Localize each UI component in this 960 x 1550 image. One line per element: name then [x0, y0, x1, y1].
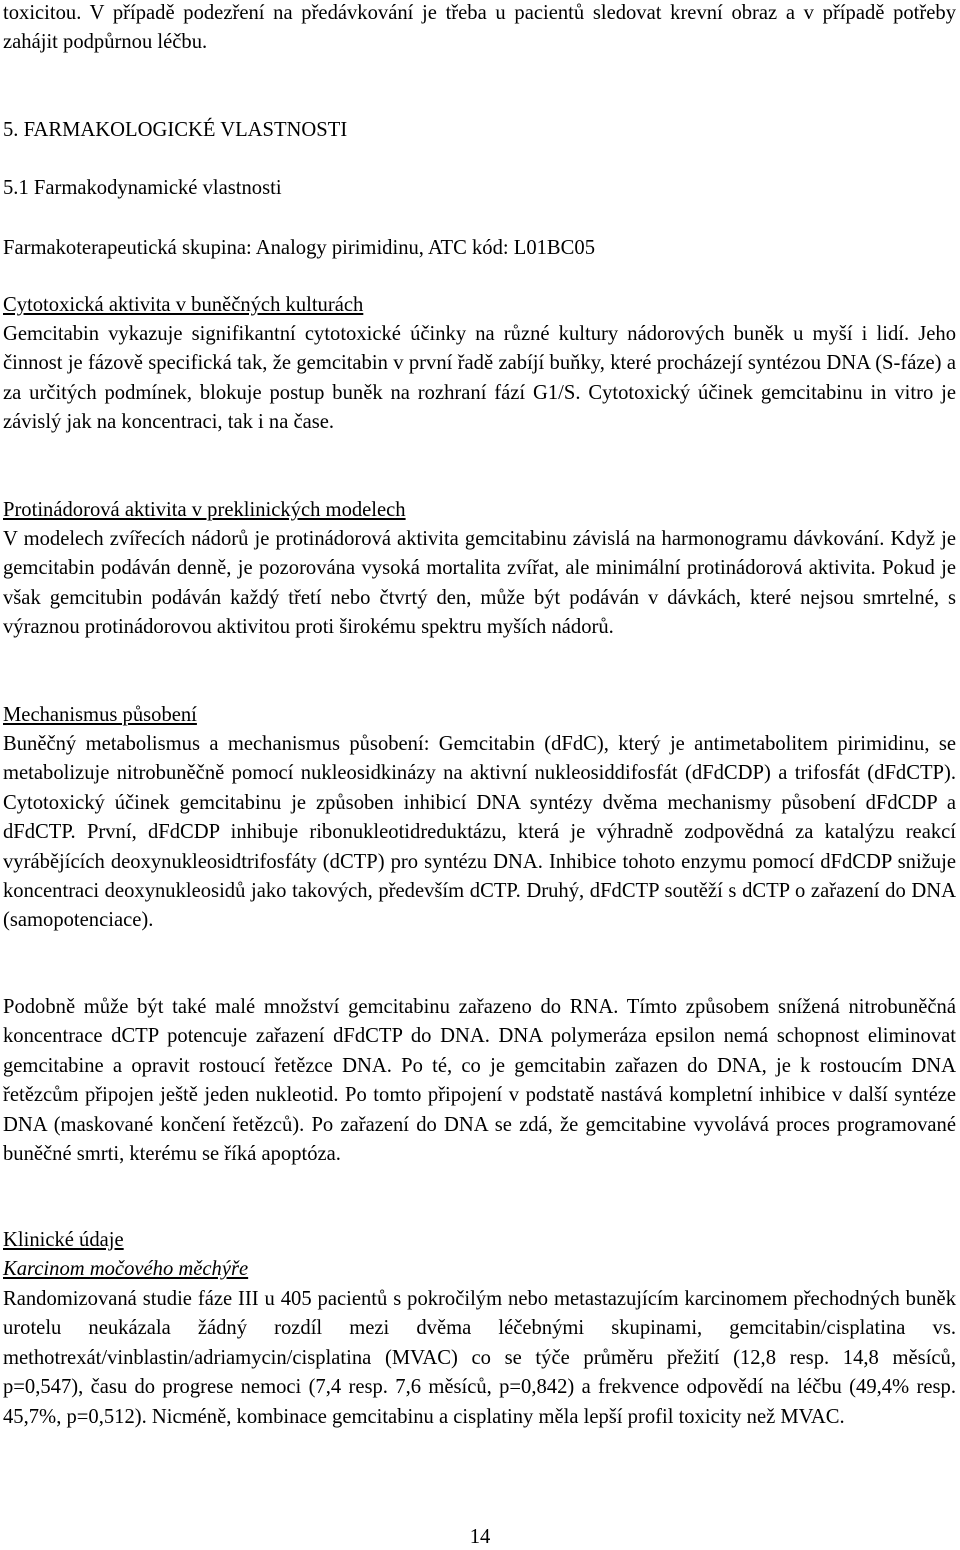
page-number: 14 [469, 1526, 491, 1548]
section-5-1-title: 5.1 Farmakodynamické vlastnosti [3, 177, 282, 199]
section-5-title: 5. FARMAKOLOGICKÉ VLASTNOSTI [3, 119, 348, 141]
antitumor-heading: Protinádorová aktivita v preklinických modelech [3, 499, 406, 521]
bladder-cancer-subheading: Karcinom močového měchýře [3, 1258, 249, 1280]
clinical-paragraph: Randomizovaná studie fáze III u 405 pacientů s pokročilým nebo metastazujícím karcinomem přechodných buněk urotelu neukázala žádný rozdíl mezi dvěma léčebnými skupinami, gemcitabin/cisplatina vs. methotrexát/vinblastin/adriamycin/cisplatina (MVAC) co se týče průměru přežití (12,8 resp. 14,8 měsíců, p=0,547), času do progrese nemoci (7,4 resp. 7,6 měsíců, p=0,842) a frekvence odpovědí na léčbu (49,4% resp. 45,7%, p=0,512). Nicméně, kombinace gemcitabinu a cisplatiny měla lepší profil toxicity než MVAC. [3, 1288, 956, 1428]
intro-paragraph: toxicitou. V případě podezření na předávkování je třeba u pacientů sledovat krevní obraz a v případě potřeby zahájit podpůrnou léčbu. [3, 2, 956, 54]
atc-line: Farmakoterapeutická skupina: Analogy pirimidinu, ATC kód: L01BC05 [3, 237, 595, 259]
clinical-heading: Klinické údaje [3, 1229, 124, 1251]
mechanism-paragraph-2: Podobně může být také malé množství gemcitabinu zařazeno do RNA. Tímto způsobem snížená nitrobuněčná koncentrace dCTP potencuje zařazení dFdCTP do DNA. DNA polymeráza epsilon nemá schopnost eliminovat gemcitabine a opravit rostoucí řetězce DNA. Po té, co je gemcitabin zařazen do DNA, je k rostoucím DNA řetězcům připojen ještě jeden nukleotid. Po tomto připojení v podstatě nastává kompletní inhibice v další syntéze DNA (maskované končení řetězců). Po zařazení do DNA se zdá, že gemcitabine vyvolává proces programované buněčné smrti, kterému se říká apoptóza. [3, 996, 956, 1166]
mechanism-heading: Mechanismus působení [3, 704, 197, 726]
mechanism-paragraph-1: Buněčný metabolismus a mechanismus působení: Gemcitabin (dFdC), který je antimetabolitem pirimidinu, se metabolizuje nitrobuněčně pomocí nukleosidkinázy na aktivní nukleosiddifosfát (dFdCDP) a trifosfát (dFdCTP). Cytotoxický účinek gemcitabinu je způsoben inhibicí DNA syntézy dvěma mechanismy působení dFdCDP a dFdCTP. První, dFdCDP inhibuje ribonukleotidreduktázu, která je výhradně zodpovědná za katalýzu reakcí vyrábějících deoxynukleosidtrifosfáty (dCTP) pro syntézu DNA. Inhibice tohoto enzymu pomocí dFdCDP snižuje koncentraci deoxynukleosidů jako takových, především dCTP. Druhý, dFdCTP soutěží s dCTP o zařazení do DNA (samopotenciace). [3, 733, 956, 932]
cytotoxic-heading: Cytotoxická aktivita v buněčných kulturách [3, 294, 364, 316]
antitumor-paragraph: V modelech zvířecích nádorů je protinádorová aktivita gemcitabinu závislá na harmonogramu dávkování. Když je gemcitabin podáván denně, je pozorována vysoká mortalita zvířat, ale minimální protinádorová aktivita. Pokud je však gemcitubin podáván každý třetí nebo čtvrtý den, může být podáván v dávkách, které nejsou smrtelné, s výraznou protinádorovou aktivitou proti širokému spektru myších nádorů. [3, 528, 956, 639]
cytotoxic-paragraph: Gemcitabin vykazuje signifikantní cytotoxické účinky na různé kultury nádorových buněk u myší i lidí. Jeho činnost je fázově specifická tak, že gemcitabin v první řadě zabíjí buňky, které procházejí syntézou DNA (S-fáze) a za určitých podmínek, blokuje postup buněk na rozhraní fází G1/S. Cytotoxický účinek gemcitabinu in vitro je závislý jak na koncentraci, tak i na čase. [3, 323, 956, 434]
